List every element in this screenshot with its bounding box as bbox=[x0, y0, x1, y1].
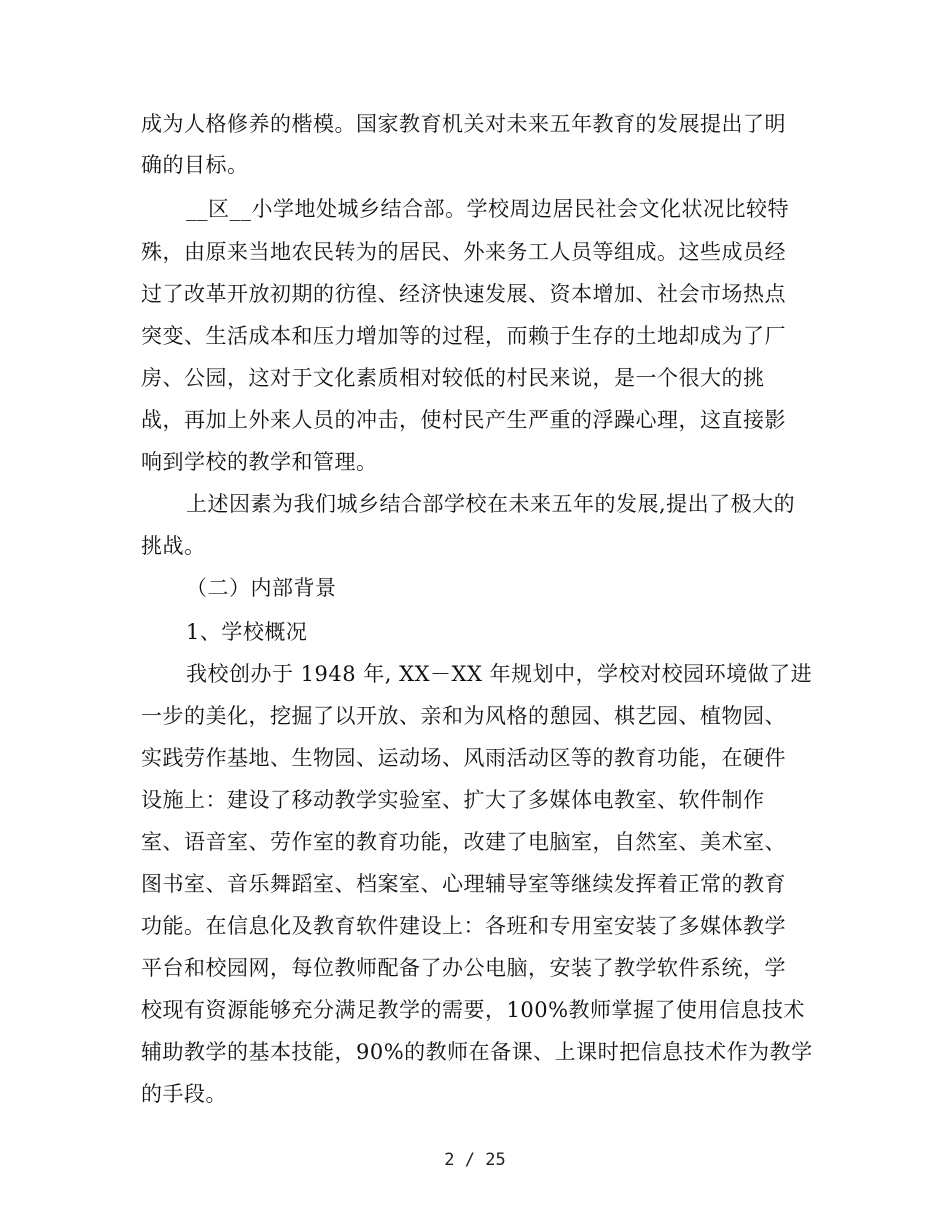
paragraph-line: 战，再加上外来人员的冲击，使村民产生严重的浮躁心理，这直接影 bbox=[141, 408, 786, 432]
paragraph-line: 的手段。 bbox=[141, 1082, 227, 1106]
paragraph-line: 实践劳作基地、生物园、运动场、风雨活动区等的教育功能，在硬件 bbox=[141, 746, 786, 770]
paragraph-line: 我校创办于 1948 年, XX－XX 年规划中，学校对校园环境做了进 bbox=[186, 662, 813, 686]
paragraph-line: 设施上：建设了移动教学实验室、扩大了多媒体电教室、软件制作 bbox=[141, 788, 765, 812]
subsection-heading: 1、学校概况 bbox=[186, 620, 308, 644]
paragraph-line: 挑战。 bbox=[141, 534, 206, 558]
paragraph-line: 辅助教学的基本技能，90%的教师在备课、上课时把信息技术作为教学 bbox=[141, 1040, 813, 1064]
paragraph-line: 殊，由原来当地农民转为的居民、外来务工人员等组成。这些成员经 bbox=[141, 240, 786, 264]
paragraph-line: 上述因素为我们城乡结合部学校在未来五年的发展,提出了极大的 bbox=[186, 492, 796, 516]
paragraph-line: 平台和校园网，每位教师配备了办公电脑，安装了教学软件系统，学 bbox=[141, 956, 786, 980]
paragraph-line: 响到学校的教学和管理。 bbox=[141, 450, 378, 474]
paragraph-line: 校现有资源能够充分满足教学的需要，100%教师掌握了使用信息技术 bbox=[141, 998, 806, 1022]
paragraph-line: 功能。在信息化及教育软件建设上：各班和专用室安装了多媒体教学 bbox=[141, 914, 786, 938]
paragraph-line: 确的目标。 bbox=[141, 153, 249, 177]
paragraph-line: __区__小学地处城乡结合部。学校周边居民社会文化状况比较特 bbox=[186, 197, 789, 221]
paragraph-line: 突变、生活成本和压力增加等的过程，而赖于生存的土地却成为了厂 bbox=[141, 324, 786, 348]
paragraph-line: 过了改革开放初期的彷徨、经济快速发展、资本增加、社会市场热点 bbox=[141, 282, 786, 306]
paragraph-line: 室、语音室、劳作室的教育功能，改建了电脑室，自然室、美术室、 bbox=[141, 830, 786, 854]
paragraph-line: 房、公园，这对于文化素质相对较低的村民来说，是一个很大的挑 bbox=[141, 366, 765, 390]
paragraph-line: 一步的美化，挖掘了以开放、亲和为风格的憩园、棋艺园、植物园、 bbox=[141, 704, 786, 728]
paragraph-line: 图书室、音乐舞蹈室、档案室、心理辅导室等继续发挥着正常的教育 bbox=[141, 872, 786, 896]
page-number: 2 / 25 bbox=[444, 1150, 506, 1170]
paragraph-line: 成为人格修养的楷模。国家教育机关对未来五年教育的发展提出了明 bbox=[141, 112, 786, 136]
section-heading: （二）内部背景 bbox=[186, 576, 337, 600]
